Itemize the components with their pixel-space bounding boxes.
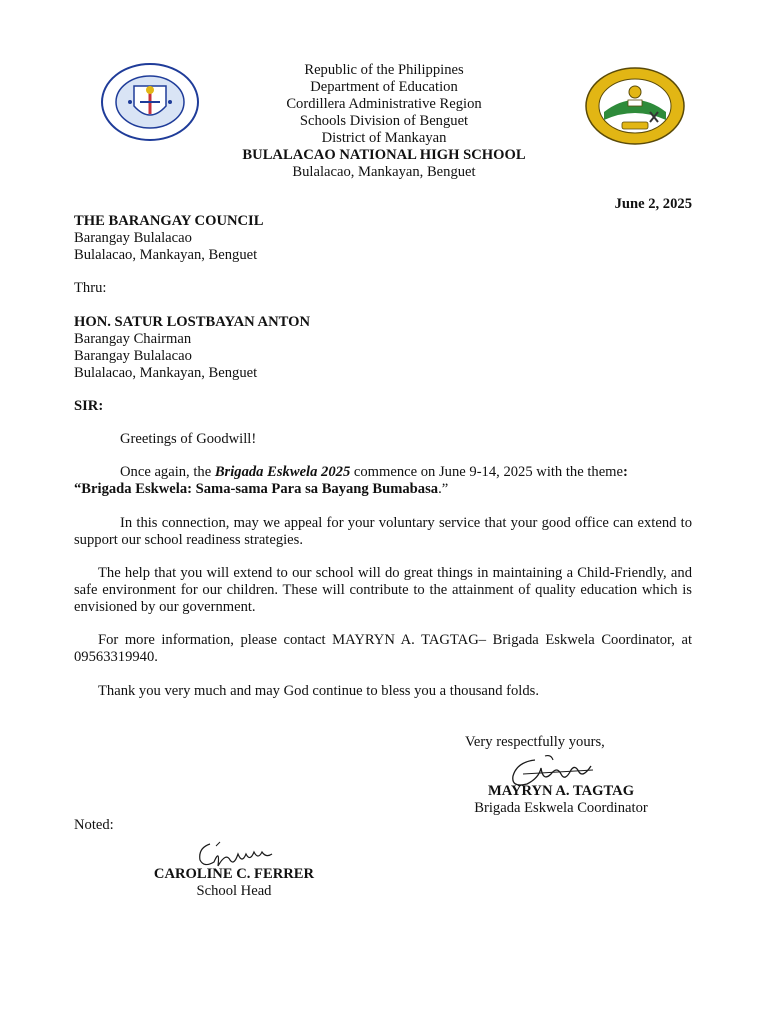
paragraph-3: The help that you will extend to our school will do great things in maintaining a Child-Friendly, and safe environment for our children. These will contribute to the attainment of quality education which is envisioned by our government. [74,565,692,615]
p1-event: Brigada Eskwela 2025 [214,464,351,480]
salutation: SIR: [74,398,104,414]
recipient-name: THE BARANGAY COUNCIL [74,213,264,229]
paragraph-2: In this connection, may we appeal for your voluntary service that your good office can extend to support our school readiness strategies. [74,515,692,548]
letterhead-line: Republic of the Philippines [304,62,464,78]
letter-date: June 2, 2025 [614,196,692,212]
p1-theme: “Brigada Eskwela: Sama-sama Para sa Bayang Bumabasa [74,481,439,497]
signatory-block [456,783,666,817]
thru-line: Barangay Bulalacao [74,348,192,364]
letterhead [184,62,584,181]
letterhead-line: Department of Education [310,79,458,95]
school-seal-icon [584,66,686,146]
noted-by-name: CAROLINE C. FERRER [153,866,315,882]
noted-label: Noted: [74,817,114,833]
signatory-name: MAYRYN A. TAGTAG [487,783,635,799]
thru-line: Barangay Chairman [74,331,192,347]
recipient-line: Bulalacao, Mankayan, Benguet [74,247,258,263]
recipient-line: Barangay Bulalacao [74,230,192,246]
noted-by-block [136,866,332,900]
p1-after: commence on June 9-14, 2025 with the theme [350,464,624,480]
school-name: BULALACAO NATIONAL HIGH SCHOOL [242,147,526,163]
p1-colon: : [623,464,628,480]
paragraph-5: Thank you very much and may God continue to bless you a thousand folds. [98,683,539,699]
letterhead-line: District of Mankayan [321,130,447,146]
thru-block [74,314,310,382]
signatory-title: Brigada Eskwela Coordinator [474,800,648,816]
recipient-block [74,213,263,264]
letterhead-line: Schools Division of Benguet [299,113,469,129]
school-address: Bulalacao, Mankayan, Benguet [292,164,476,180]
closing: Very respectfully yours, [465,734,605,750]
p1-close: .” [438,481,449,497]
thru-label: Thru: [74,280,107,296]
noted-by-title: School Head [196,883,272,899]
letterhead-line: Cordillera Administrative Region [286,96,482,112]
thru-line: Bulalacao, Mankayan, Benguet [74,365,258,381]
paragraph-1 [74,464,692,498]
thru-name: HON. SATUR LOSTBAYAN ANTON [74,314,310,330]
p1-before: Once again, the [120,464,215,480]
greeting: Greetings of Goodwill! [120,431,257,447]
paragraph-4: For more information, please contact MAYRYN A. TAGTAG– Brigada Eskwela Coordinator, at 09563319940. [74,632,692,665]
